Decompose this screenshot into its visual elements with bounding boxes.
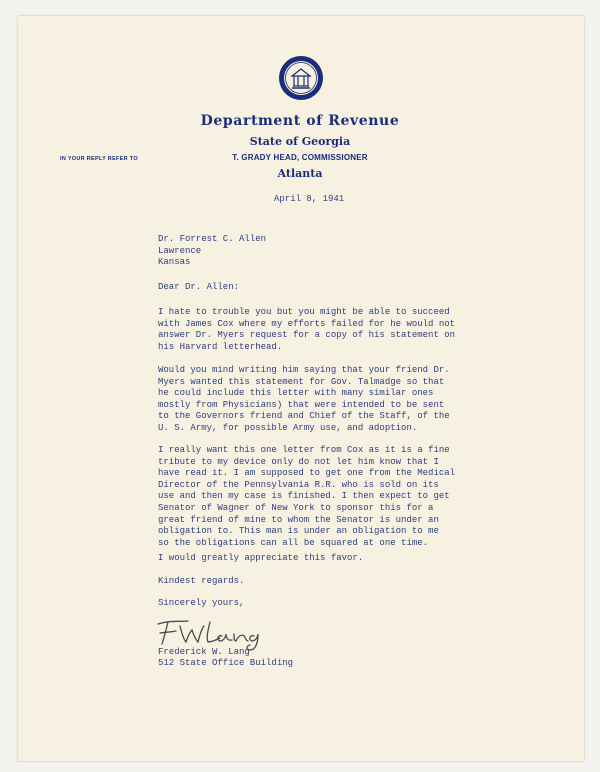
text-line: so the obligations can all be squared at one time. — [158, 537, 429, 548]
text-line: tribute to my device only do not let him know that I — [158, 456, 439, 467]
text-line: I hate to trouble you but you might be able to succeed — [158, 307, 450, 317]
closing-regards: Kindest regards. — [158, 576, 245, 586]
text-line: answer Dr. Myers request for a copy of his statement on — [158, 330, 456, 341]
text-line: he could include this letter with many similar ones — [158, 388, 434, 399]
text-line: I would greatly appreciate this favor. — [158, 553, 364, 563]
text-line: use and then my case is finished. I then expect to get — [158, 491, 450, 502]
text-line: great friend of mine to whom the Senator is under an — [158, 514, 439, 525]
paragraph-4 — [158, 553, 363, 565]
letter-date: April 8, 1941 — [274, 194, 345, 204]
text-line: U. S. Army, for possible Army use, and adoption. — [158, 422, 418, 433]
text-line: Myers wanted this statement for Gov. Talmadge so that — [158, 376, 445, 387]
state-name: State of Georgia — [249, 135, 351, 148]
text-line: Would you mind writing him saying that your friend Dr. — [158, 365, 450, 375]
text-line: to the Governors friend and Chief of the Staff, of the — [158, 411, 450, 422]
text-line: I really want this one letter from Cox as it is a fine — [158, 445, 450, 455]
paragraph-2 — [158, 365, 450, 435]
recipient-name: Dr. Forrest C. Allen — [158, 234, 267, 244]
valediction: Sincerely yours, — [158, 598, 245, 608]
recipient-city: Lawrence — [158, 245, 202, 256]
text-line: with James Cox where my efforts failed for he would not — [158, 318, 456, 329]
salutation: Dear Dr. Allen: — [158, 282, 240, 292]
signer-address: 512 State Office Building — [158, 658, 294, 668]
recipient-state: Kansas — [158, 257, 191, 268]
text-line: obligation to. This man is under an obligation to me — [158, 526, 439, 537]
paragraph-3 — [158, 445, 455, 549]
text-line: have read it. I am supposed to get one from the Medical — [158, 468, 456, 479]
signer-name: Frederick W. Lang — [158, 647, 250, 657]
recipient-address — [158, 234, 266, 269]
reply-refer-label: IN YOUR REPLY REFER TO — [60, 156, 138, 162]
paragraph-1 — [158, 307, 455, 353]
city-name: Atlanta — [277, 167, 323, 180]
georgia-state-seal — [278, 55, 324, 101]
text-line: Director of the Pennsylvania R.R. who is sold on its — [158, 479, 439, 490]
department-title: Department of Revenue — [200, 113, 400, 129]
text-line: Senator of Wagner of New York to sponsor this for a — [158, 502, 434, 513]
commissioner-line: T. GRADY HEAD, COMMISSIONER — [232, 153, 368, 162]
text-line: mostly from Physicians) that were intended to be sent — [158, 399, 445, 410]
text-line: his Harvard letterhead. — [158, 341, 283, 352]
